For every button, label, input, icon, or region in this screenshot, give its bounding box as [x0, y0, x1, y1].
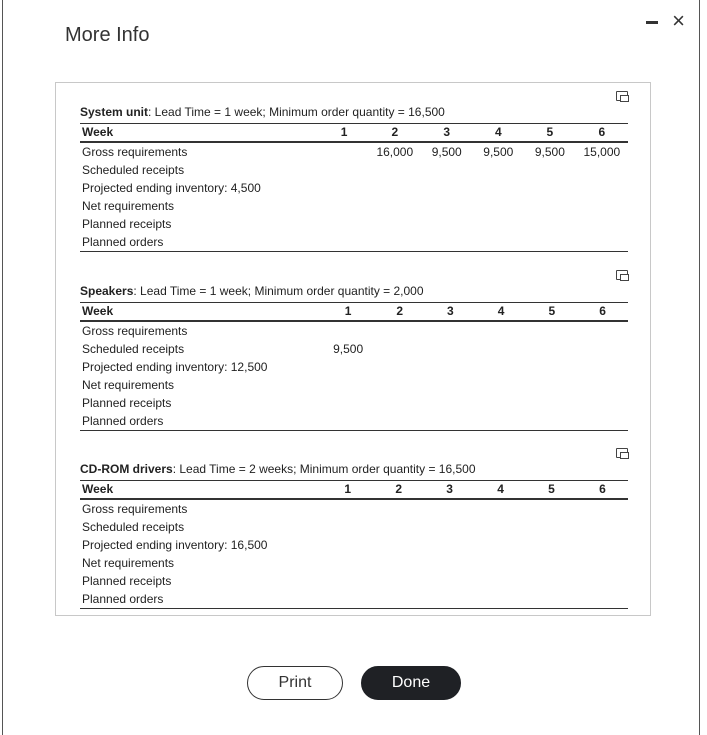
close-icon[interactable]: × — [672, 8, 685, 33]
table-cell — [421, 161, 473, 179]
week-col: 3 — [447, 304, 454, 318]
week-col: 5 — [548, 482, 555, 496]
table-cell: 9,500 — [483, 145, 514, 159]
section-speakers — [80, 270, 628, 440]
row-label: Projected ending inventory: 12,500 — [82, 360, 268, 374]
row-label: Projected ending inventory: 4,500 — [82, 181, 261, 195]
table-row — [80, 572, 628, 590]
table-cell — [577, 340, 628, 358]
section-name: System unit — [80, 105, 149, 119]
table-cell — [475, 572, 526, 590]
table-row — [80, 179, 628, 197]
week-col: 2 — [395, 482, 402, 496]
week-col: 5 — [546, 125, 554, 139]
table-cell — [374, 376, 425, 394]
table-cell — [577, 412, 628, 431]
table-cell — [322, 590, 373, 609]
table-cell — [424, 590, 475, 609]
mrp-table — [80, 480, 628, 609]
table-cell — [476, 412, 527, 431]
table-cell — [577, 376, 628, 394]
table-cell — [319, 142, 368, 161]
table-header-row — [80, 481, 628, 500]
table-cell — [369, 233, 421, 252]
table-cell — [322, 572, 373, 590]
week-header: Week — [82, 304, 114, 318]
table-row — [80, 376, 628, 394]
section-caption — [80, 284, 424, 298]
week-header: Week — [82, 482, 114, 496]
table-row — [80, 499, 628, 518]
table-cell — [374, 340, 425, 358]
table-cell — [319, 161, 368, 179]
week-col: 4 — [494, 125, 502, 139]
table-row — [80, 554, 628, 572]
minimize-icon[interactable] — [646, 21, 658, 24]
row-label: Gross requirements — [82, 502, 188, 516]
table-cell — [577, 518, 628, 536]
table-cell — [373, 536, 424, 554]
row-label: Planned orders — [82, 235, 164, 249]
table-cell — [425, 376, 476, 394]
table-cell — [425, 321, 476, 340]
table-cell — [322, 376, 374, 394]
table-cell — [425, 412, 476, 431]
table-cell — [424, 518, 475, 536]
table-cell — [322, 321, 374, 340]
table-cell — [373, 572, 424, 590]
content-panel — [55, 82, 651, 616]
row-label: Gross requirements — [82, 145, 188, 159]
week-col: 1 — [344, 304, 352, 318]
table-cell — [577, 358, 628, 376]
table-cell — [322, 518, 373, 536]
table-cell — [322, 554, 373, 572]
table-cell — [524, 197, 576, 215]
table-cell — [576, 197, 628, 215]
week-col: 6 — [599, 304, 606, 318]
row-label: Scheduled receipts — [82, 342, 185, 356]
table-cell — [527, 358, 578, 376]
table-cell — [524, 215, 576, 233]
table-cell — [369, 161, 421, 179]
table-cell — [527, 412, 578, 431]
table-cell: 15,000 — [583, 145, 621, 159]
table-cell — [421, 179, 473, 197]
table-cell — [475, 554, 526, 572]
table-cell — [577, 321, 628, 340]
table-cell — [577, 499, 628, 518]
table-cell — [373, 554, 424, 572]
row-label: Planned receipts — [82, 396, 172, 410]
row-label: Net requirements — [82, 556, 175, 570]
week-col: 6 — [598, 125, 606, 139]
table-cell — [319, 179, 368, 197]
table-cell — [476, 321, 527, 340]
table-cell — [526, 554, 577, 572]
table-cell — [322, 358, 374, 376]
table-cell — [473, 161, 525, 179]
table-cell — [373, 499, 424, 518]
table-cell — [526, 499, 577, 518]
table-row — [80, 536, 628, 554]
week-col: 3 — [446, 482, 453, 496]
week-header: Week — [82, 125, 114, 139]
table-cell — [421, 233, 473, 252]
table-cell — [424, 554, 475, 572]
table-row — [80, 197, 628, 215]
table-row — [80, 161, 628, 179]
table-cell — [526, 536, 577, 554]
table-header-row — [80, 124, 628, 143]
table-cell — [322, 499, 373, 518]
table-cell — [527, 376, 578, 394]
table-cell — [374, 321, 425, 340]
table-cell — [322, 394, 374, 412]
table-cell — [524, 179, 576, 197]
table-cell — [369, 179, 421, 197]
table-cell — [369, 197, 421, 215]
table-cell — [425, 340, 476, 358]
week-col: 2 — [396, 304, 403, 318]
table-cell — [369, 215, 421, 233]
row-label: Planned receipts — [82, 217, 172, 231]
table-cell — [476, 340, 527, 358]
week-col: 5 — [548, 304, 556, 318]
table-cell — [475, 518, 526, 536]
table-cell — [424, 536, 475, 554]
section-params: : Lead Time = 1 week; Minimum order quantity = 2,000 — [133, 284, 424, 298]
table-cell — [527, 321, 578, 340]
table-cell — [576, 215, 628, 233]
table-cell — [473, 197, 525, 215]
section-caption — [80, 105, 445, 119]
row-label: Scheduled receipts — [82, 163, 185, 177]
table-cell — [576, 161, 628, 179]
row-label: Planned orders — [82, 414, 164, 428]
table-cell — [577, 572, 628, 590]
table-cell — [475, 499, 526, 518]
table-row — [80, 340, 628, 358]
table-row — [80, 233, 628, 252]
table-cell — [425, 394, 476, 412]
section-name: Speakers — [80, 284, 134, 298]
table-cell — [526, 590, 577, 609]
table-cell — [473, 179, 525, 197]
table-row — [80, 215, 628, 233]
week-col: 4 — [497, 482, 504, 496]
table-cell — [526, 572, 577, 590]
table-cell — [576, 233, 628, 252]
table-cell — [577, 554, 628, 572]
print-button[interactable]: Print — [247, 666, 343, 700]
table-cell — [322, 412, 374, 431]
table-cell — [476, 394, 527, 412]
table-cell — [577, 590, 628, 609]
table-cell — [524, 161, 576, 179]
table-cell: 9,500 — [431, 145, 462, 159]
row-label: Scheduled receipts — [82, 520, 185, 534]
table-cell — [424, 572, 475, 590]
table-cell: 9,500 — [333, 342, 364, 356]
week-col: 6 — [599, 482, 606, 496]
row-label: Gross requirements — [82, 324, 188, 338]
week-col: 2 — [391, 125, 399, 139]
mrp-table — [80, 302, 628, 431]
dialog-title: More Info — [65, 24, 150, 46]
table-cell — [577, 394, 628, 412]
section-params: : Lead Time = 2 weeks; Minimum order quantity = 16,500 — [172, 462, 476, 476]
table-cell — [319, 233, 368, 252]
table-cell — [373, 590, 424, 609]
section-cd-rom-drivers — [80, 448, 628, 618]
table-cell — [577, 536, 628, 554]
table-cell — [421, 215, 473, 233]
table-cell — [421, 197, 473, 215]
row-label: Net requirements — [82, 199, 175, 213]
done-button[interactable]: Done — [361, 666, 461, 700]
week-col: 1 — [340, 125, 348, 139]
table-cell — [374, 412, 425, 431]
window-controls — [646, 10, 685, 32]
table-cell — [319, 197, 368, 215]
table-cell — [476, 376, 527, 394]
section-name: CD-ROM drivers — [80, 462, 173, 476]
table-header-row — [80, 303, 628, 322]
section-caption — [80, 462, 476, 476]
table-row — [80, 321, 628, 340]
table-cell — [425, 358, 476, 376]
week-col: 3 — [443, 125, 451, 139]
table-cell: 16,000 — [376, 145, 414, 159]
section-system-unit — [80, 91, 628, 261]
table-cell — [475, 590, 526, 609]
week-col: 1 — [344, 482, 352, 496]
copy-icon[interactable] — [616, 270, 628, 280]
table-row — [80, 518, 628, 536]
row-label: Projected ending inventory: 16,500 — [82, 538, 268, 552]
copy-icon[interactable] — [616, 448, 628, 458]
table-cell: 9,500 — [534, 145, 565, 159]
copy-icon[interactable] — [616, 91, 628, 101]
week-col: 4 — [497, 304, 505, 318]
table-cell — [424, 499, 475, 518]
table-row — [80, 394, 628, 412]
table-cell — [374, 358, 425, 376]
table-cell — [526, 518, 577, 536]
row-label: Net requirements — [82, 378, 175, 392]
section-params: : Lead Time = 1 week; Minimum order quantity = 16,500 — [148, 105, 445, 119]
table-cell — [527, 340, 578, 358]
table-cell — [473, 215, 525, 233]
table-row — [80, 142, 628, 161]
table-row — [80, 590, 628, 609]
table-cell — [322, 536, 373, 554]
more-info-dialog — [2, 0, 700, 735]
table-cell — [475, 536, 526, 554]
table-cell — [473, 233, 525, 252]
table-cell — [374, 394, 425, 412]
mrp-table — [80, 123, 628, 252]
table-cell — [319, 215, 368, 233]
table-cell — [524, 233, 576, 252]
row-label: Planned receipts — [82, 574, 172, 588]
table-cell — [576, 179, 628, 197]
table-cell — [527, 394, 578, 412]
table-row — [80, 412, 628, 431]
row-label: Planned orders — [82, 592, 164, 606]
table-row — [80, 358, 628, 376]
table-cell — [373, 518, 424, 536]
table-cell — [476, 358, 527, 376]
